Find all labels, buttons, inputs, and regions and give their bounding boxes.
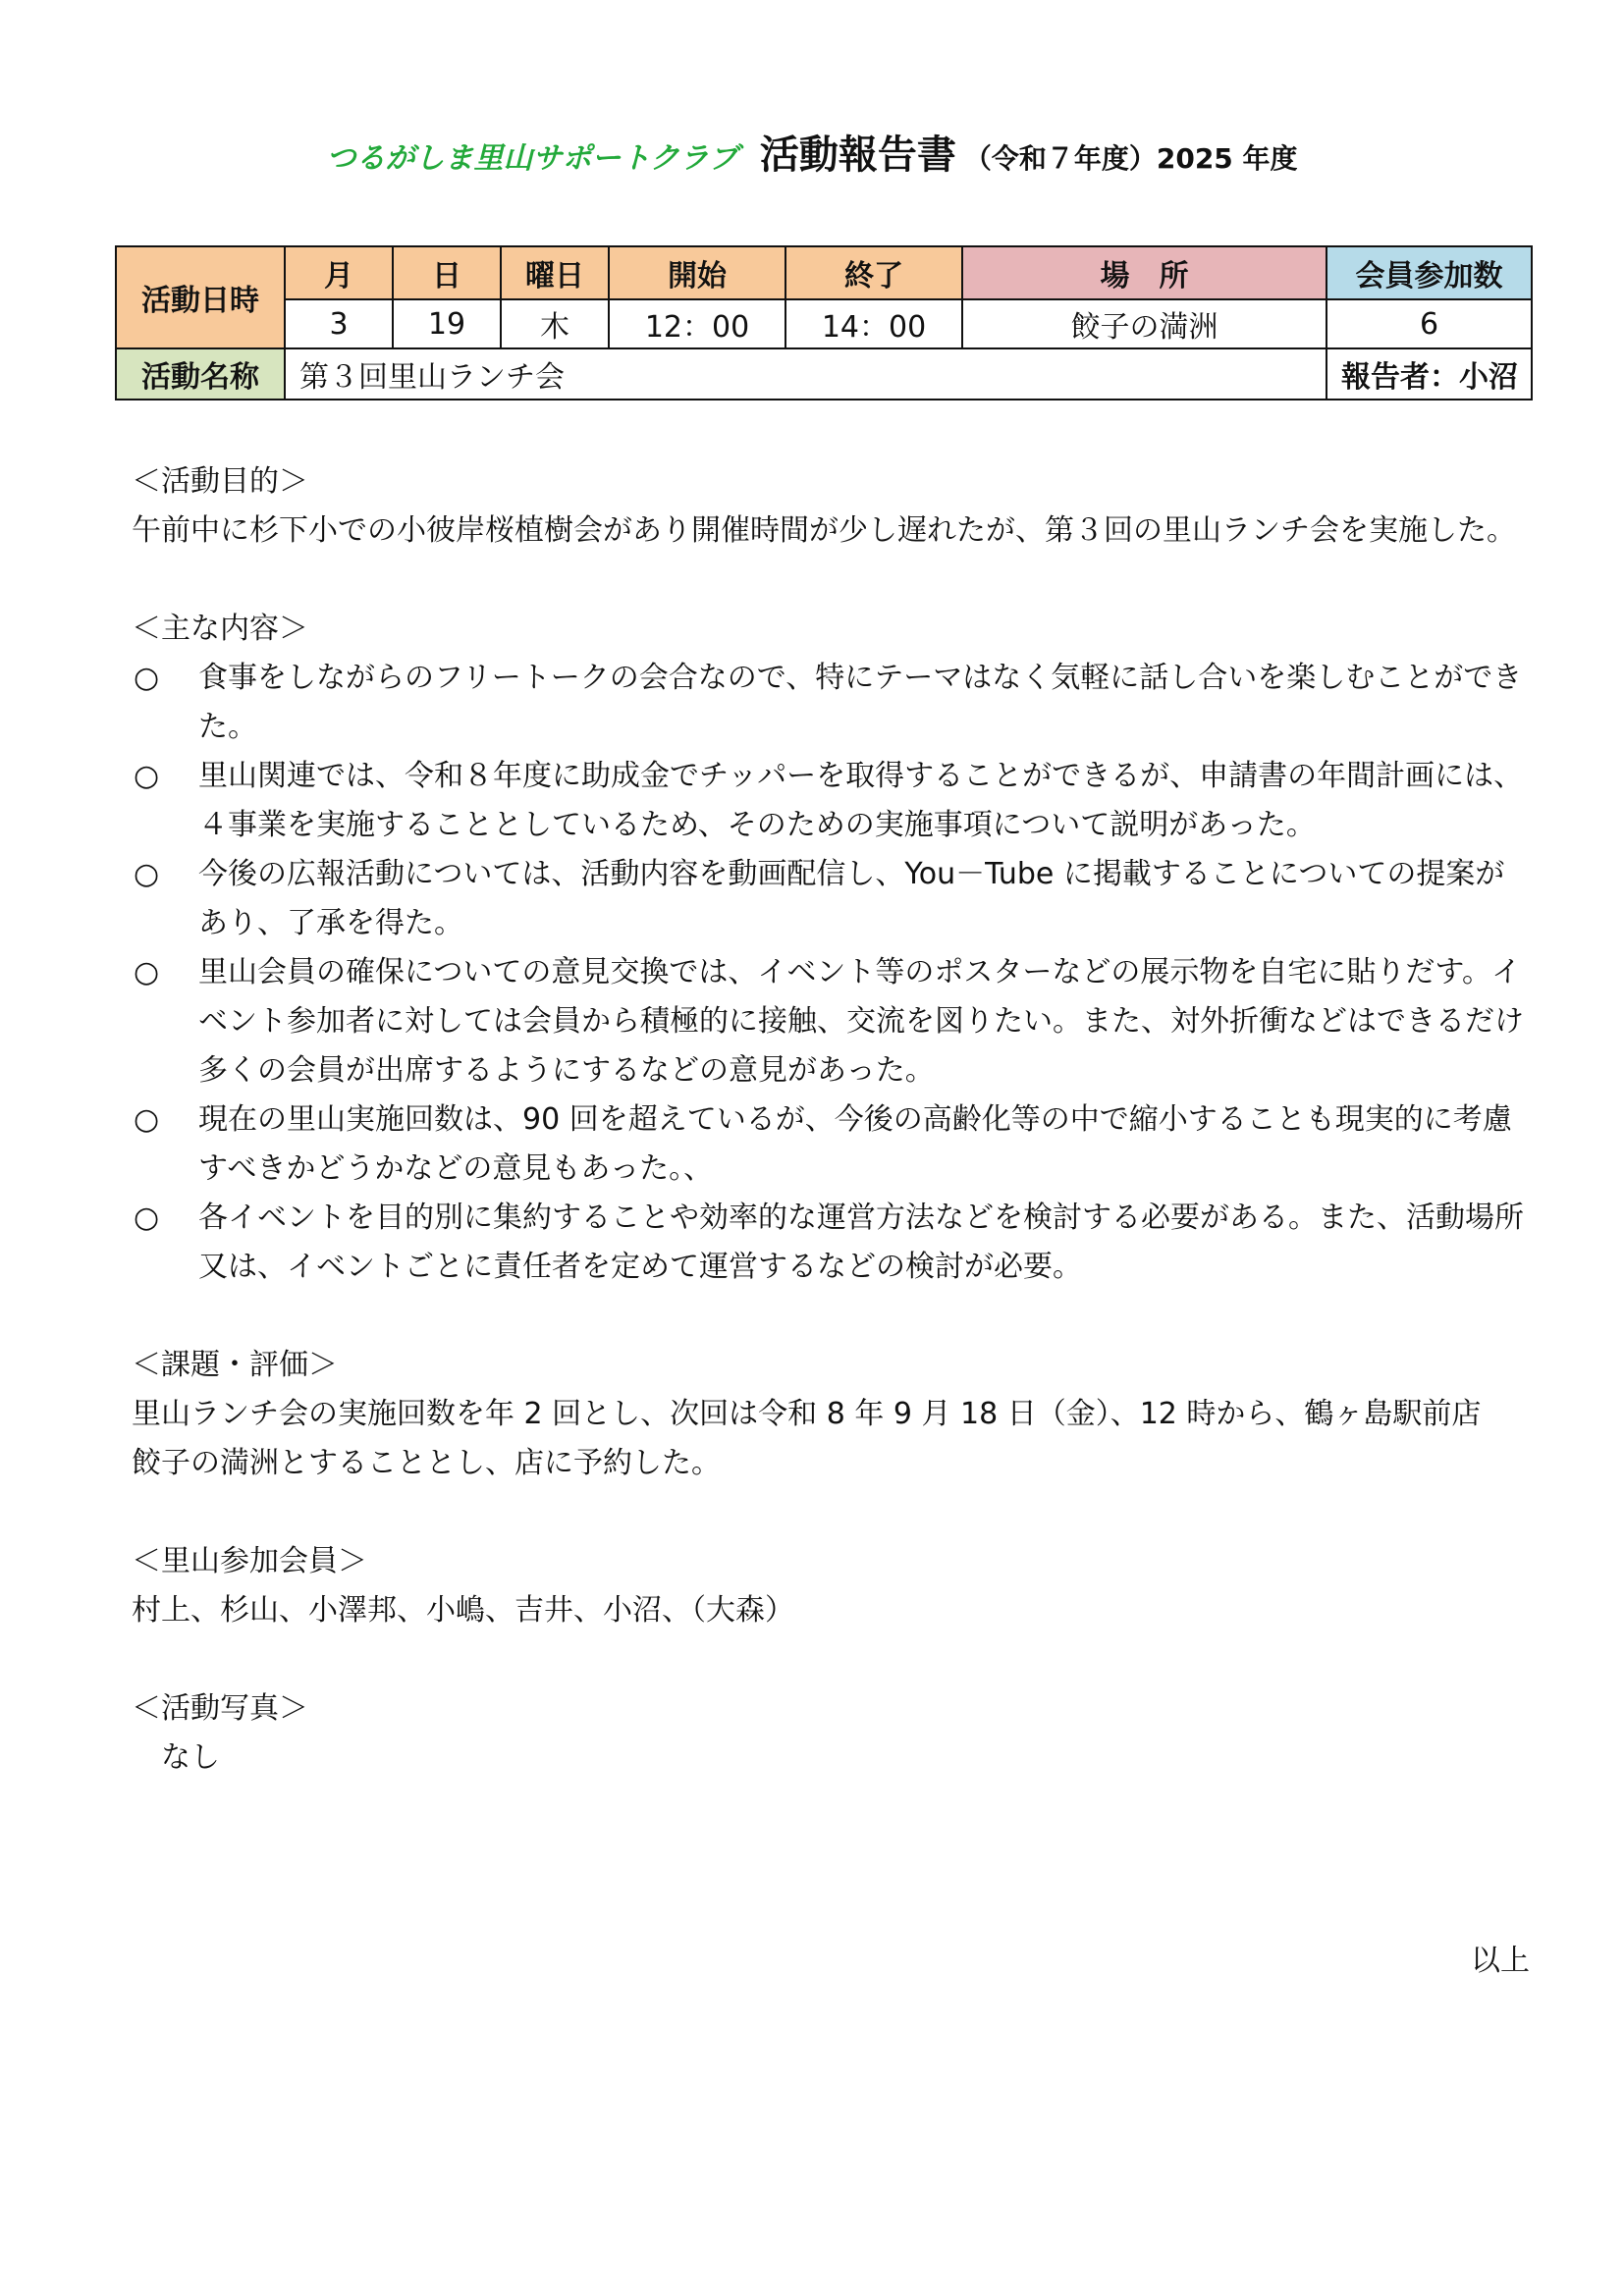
report-body: [132, 457, 1532, 1783]
value-place: 餃子の満洲: [962, 299, 1326, 348]
bullet-mark: ○: [134, 1201, 160, 1235]
list-item-text: 各イベントを目的別に集約することや効率的な運営方法などを検討する必要がある。また、活動場所又は、イベントごとに責任者を定めて運営するなどの検討が必要。: [198, 1201, 1524, 1284]
contents-heading: ＜主な内容＞: [132, 612, 308, 646]
participants-heading: ＜里山参加会員＞: [132, 1544, 367, 1578]
list-item-text: 里山会員の確保についての意見交換では、イベント等のポスターなどの展示物を自宅に貼りだす。イベント参加者に対しては会員から積極的に接触、交流を図りたい。また、対外折衝などはできるだけ多くの会員が出席するようにするなどの意見があった。: [198, 955, 1524, 1088]
evaluation-text: 里山ランチ会の実施回数を年 2 回とし、次回は令和 8 年 9 月 18 日（金）、12 時から、鶴ヶ島駅前店 餃子の満洲とすることとし、店に予約した。: [132, 1397, 1511, 1480]
header-end: 終了: [785, 246, 962, 299]
header-start: 開始: [609, 246, 785, 299]
list-item: [132, 1095, 1532, 1194]
list-item-text: 里山関連では、令和８年度に助成金でチッパーを取得することができるが、申請書の年間計画には、４事業を実施することとしているため、そのための実施事項について説明があった。: [198, 759, 1524, 842]
activity-info-table: [115, 245, 1533, 400]
purpose-text: 午前中に杉下小での小彼岸桜植樹会があり開催時間が少し遅れたが、第３回の里山ランチ会を実施した。: [132, 513, 1516, 548]
document-title: [0, 124, 1624, 180]
participants-text: 村上、杉山、小澤邦、小嶋、吉井、小沼、（大森）: [132, 1593, 794, 1628]
label-datetime: 活動日時: [116, 246, 285, 348]
value-reporter: 報告者：小沼: [1326, 348, 1532, 400]
photos-text: なし: [132, 1740, 220, 1775]
list-item: [132, 654, 1532, 752]
list-item: [132, 850, 1532, 948]
header-month: 月: [285, 246, 393, 299]
header-members: 会員参加数: [1326, 246, 1532, 299]
club-name: つるがしま里山サポートクラブ: [326, 141, 738, 176]
value-month: 3: [285, 299, 393, 348]
header-weekday: 曜日: [501, 246, 609, 299]
report-title: 活動報告書: [759, 133, 956, 178]
list-item-text: 現在の里山実施回数は、90 回を超えているが、今後の高齢化等の中で縮小することも現実的に考慮すべきかどうかなどの意見もあった。、: [198, 1102, 1512, 1186]
fiscal-year: （令和７年度）2025 年度: [963, 142, 1298, 175]
value-members: 6: [1326, 299, 1532, 348]
value-activity-name: 第３回里山ランチ会: [285, 348, 1326, 400]
bullet-mark: ○: [134, 955, 160, 989]
closing-text: 以上: [1471, 1944, 1530, 1978]
purpose-heading: ＜活動目的＞: [132, 464, 308, 499]
header-day: 日: [393, 246, 501, 299]
bullet-mark: ○: [134, 1102, 160, 1137]
list-item: [132, 948, 1532, 1095]
value-day: 19: [393, 299, 501, 348]
label-activity-name: 活動名称: [116, 348, 285, 400]
evaluation-heading: ＜課題・評価＞: [132, 1348, 338, 1382]
list-item: [132, 752, 1532, 850]
value-start: 12：00: [609, 299, 785, 348]
list-item-text: 今後の広報活動については、活動内容を動画配信し、You－Tube に掲載することについての提案があり、了承を得た。: [198, 857, 1505, 940]
bullet-mark: ○: [134, 857, 160, 891]
bullet-mark: ○: [134, 661, 160, 695]
list-item: [132, 1194, 1532, 1292]
list-item-text: 食事をしながらのフリートークの会合なので、特にテーマはなく気軽に話し合いを楽しむことができた。: [198, 661, 1523, 744]
photos-heading: ＜活動写真＞: [132, 1691, 308, 1726]
header-place: 場 所: [962, 246, 1326, 299]
value-end: 14：00: [785, 299, 962, 348]
value-weekday: 木: [501, 299, 609, 348]
bullet-mark: ○: [134, 759, 160, 793]
